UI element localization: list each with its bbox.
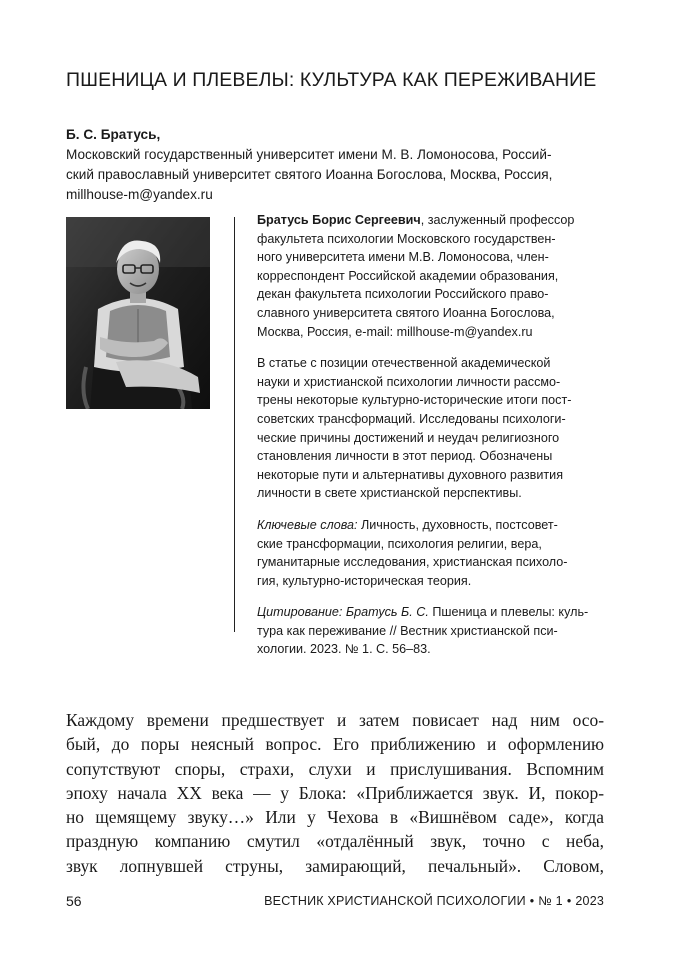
body-line: эпоху начала XX века — у Блока: «Приближается звук. И, покор- bbox=[66, 782, 604, 803]
bio-text: , заслуженный профессор bbox=[420, 213, 575, 227]
citation-text: Пшеница и плевелы: куль- bbox=[428, 605, 589, 620]
citation-line: хологии. 2023. № 1. С. 56–83. bbox=[257, 642, 431, 657]
article-info-column bbox=[257, 211, 607, 672]
column-divider bbox=[234, 217, 235, 632]
journal-name: ВЕСТНИК ХРИСТИАНСКОЙ ПСИХОЛОГИИ bbox=[264, 894, 526, 908]
author-email: millhouse-m@yandex.ru bbox=[66, 187, 213, 202]
keywords-label: Ключевые слова: bbox=[257, 517, 358, 532]
author-photo bbox=[66, 217, 210, 409]
body-line: бый, до поры неясный вопрос. Его приближению и оформлению bbox=[66, 734, 604, 755]
bio-line: ного университета имени М.В. Ломоносова, член- bbox=[257, 250, 549, 265]
citation-label: Цитирование: Братусь Б. С. bbox=[257, 605, 429, 620]
author-bio bbox=[257, 211, 607, 341]
abstract-line: становления личности в этот период. Обозначены bbox=[257, 449, 553, 464]
running-footer bbox=[264, 894, 604, 908]
keywords-line: ские трансформации, психология религии, вера, bbox=[257, 536, 542, 551]
abstract-line: трены некоторые культурно-исторические итоги пост- bbox=[257, 393, 572, 408]
article-title: ПШЕНИЦА И ПЛЕВЕЛЫ: КУЛЬТУРА КАК ПЕРЕЖИВАНИЕ bbox=[66, 69, 597, 91]
citation-line: тура как переживание // Вестник христианской пси- bbox=[257, 623, 558, 638]
bio-line: факультета психологии Московского государствен- bbox=[257, 231, 556, 246]
abstract-line: науки и христианской психологии личности рассмо- bbox=[257, 374, 561, 389]
body-line: Каждому времени предшествует и затем повисает над ним осо- bbox=[66, 710, 604, 730]
article-body bbox=[66, 708, 604, 878]
page-number: 56 bbox=[66, 893, 82, 909]
author-name: Б. С. Братусь, bbox=[66, 127, 161, 142]
abstract-line: советских трансформаций. Исследованы психологи- bbox=[257, 411, 566, 426]
body-line: сопутствуют споры, страхи, слухи и прислушивания. Вспомним bbox=[66, 758, 604, 779]
bio-name: Братусь Борис Сергеевич bbox=[257, 213, 421, 227]
author-block bbox=[66, 125, 611, 205]
affiliation-line: ский православный университет святого Иоанна Богослова, Москва, Россия, bbox=[66, 167, 553, 182]
abstract-line: В статье с позиции отечественной академической bbox=[257, 356, 551, 371]
keywords-line: гия, культурно-историческая теория. bbox=[257, 573, 472, 588]
body-line: звук лопнувшей струны, замирающий, печальный». Словом, bbox=[66, 855, 604, 876]
abstract-line: личности в свете христианской перспективы. bbox=[257, 486, 522, 501]
bio-line: славного университета святого Иоанна Богослова, bbox=[257, 305, 555, 320]
keywords-line: гуманитарные исследования, христианская психоло- bbox=[257, 555, 568, 570]
issue-year: 2023 bbox=[575, 894, 604, 908]
keywords-text: Личность, духовность, постсовет- bbox=[357, 517, 558, 532]
body-line: но щемящему звуку…» Или у Чехова в «Вишнёвом саде», когда bbox=[66, 807, 604, 828]
body-line: праздную компанию смутил «отдалённый звук, точно с неба, bbox=[66, 831, 604, 852]
abstract bbox=[257, 354, 607, 503]
bio-line: декан факультета психологии Российского право- bbox=[257, 287, 549, 302]
issue-number: № 1 bbox=[538, 894, 563, 908]
abstract-line: ческие причины достижений и неудач религиозного bbox=[257, 430, 560, 445]
bullet-separator: • bbox=[529, 894, 535, 908]
citation bbox=[257, 603, 607, 659]
abstract-line: некоторые пути и альтернативы духовного развития bbox=[257, 467, 564, 482]
bio-line: Москва, Россия, e-mail: millhouse-m@yandex.ru bbox=[257, 324, 533, 339]
bullet-separator: • bbox=[566, 894, 572, 908]
bio-line: корреспондент Российской академии образования, bbox=[257, 268, 559, 283]
affiliation-line: Московский государственный университет имени М. В. Ломоносова, Россий- bbox=[66, 147, 552, 162]
keywords bbox=[257, 516, 607, 590]
